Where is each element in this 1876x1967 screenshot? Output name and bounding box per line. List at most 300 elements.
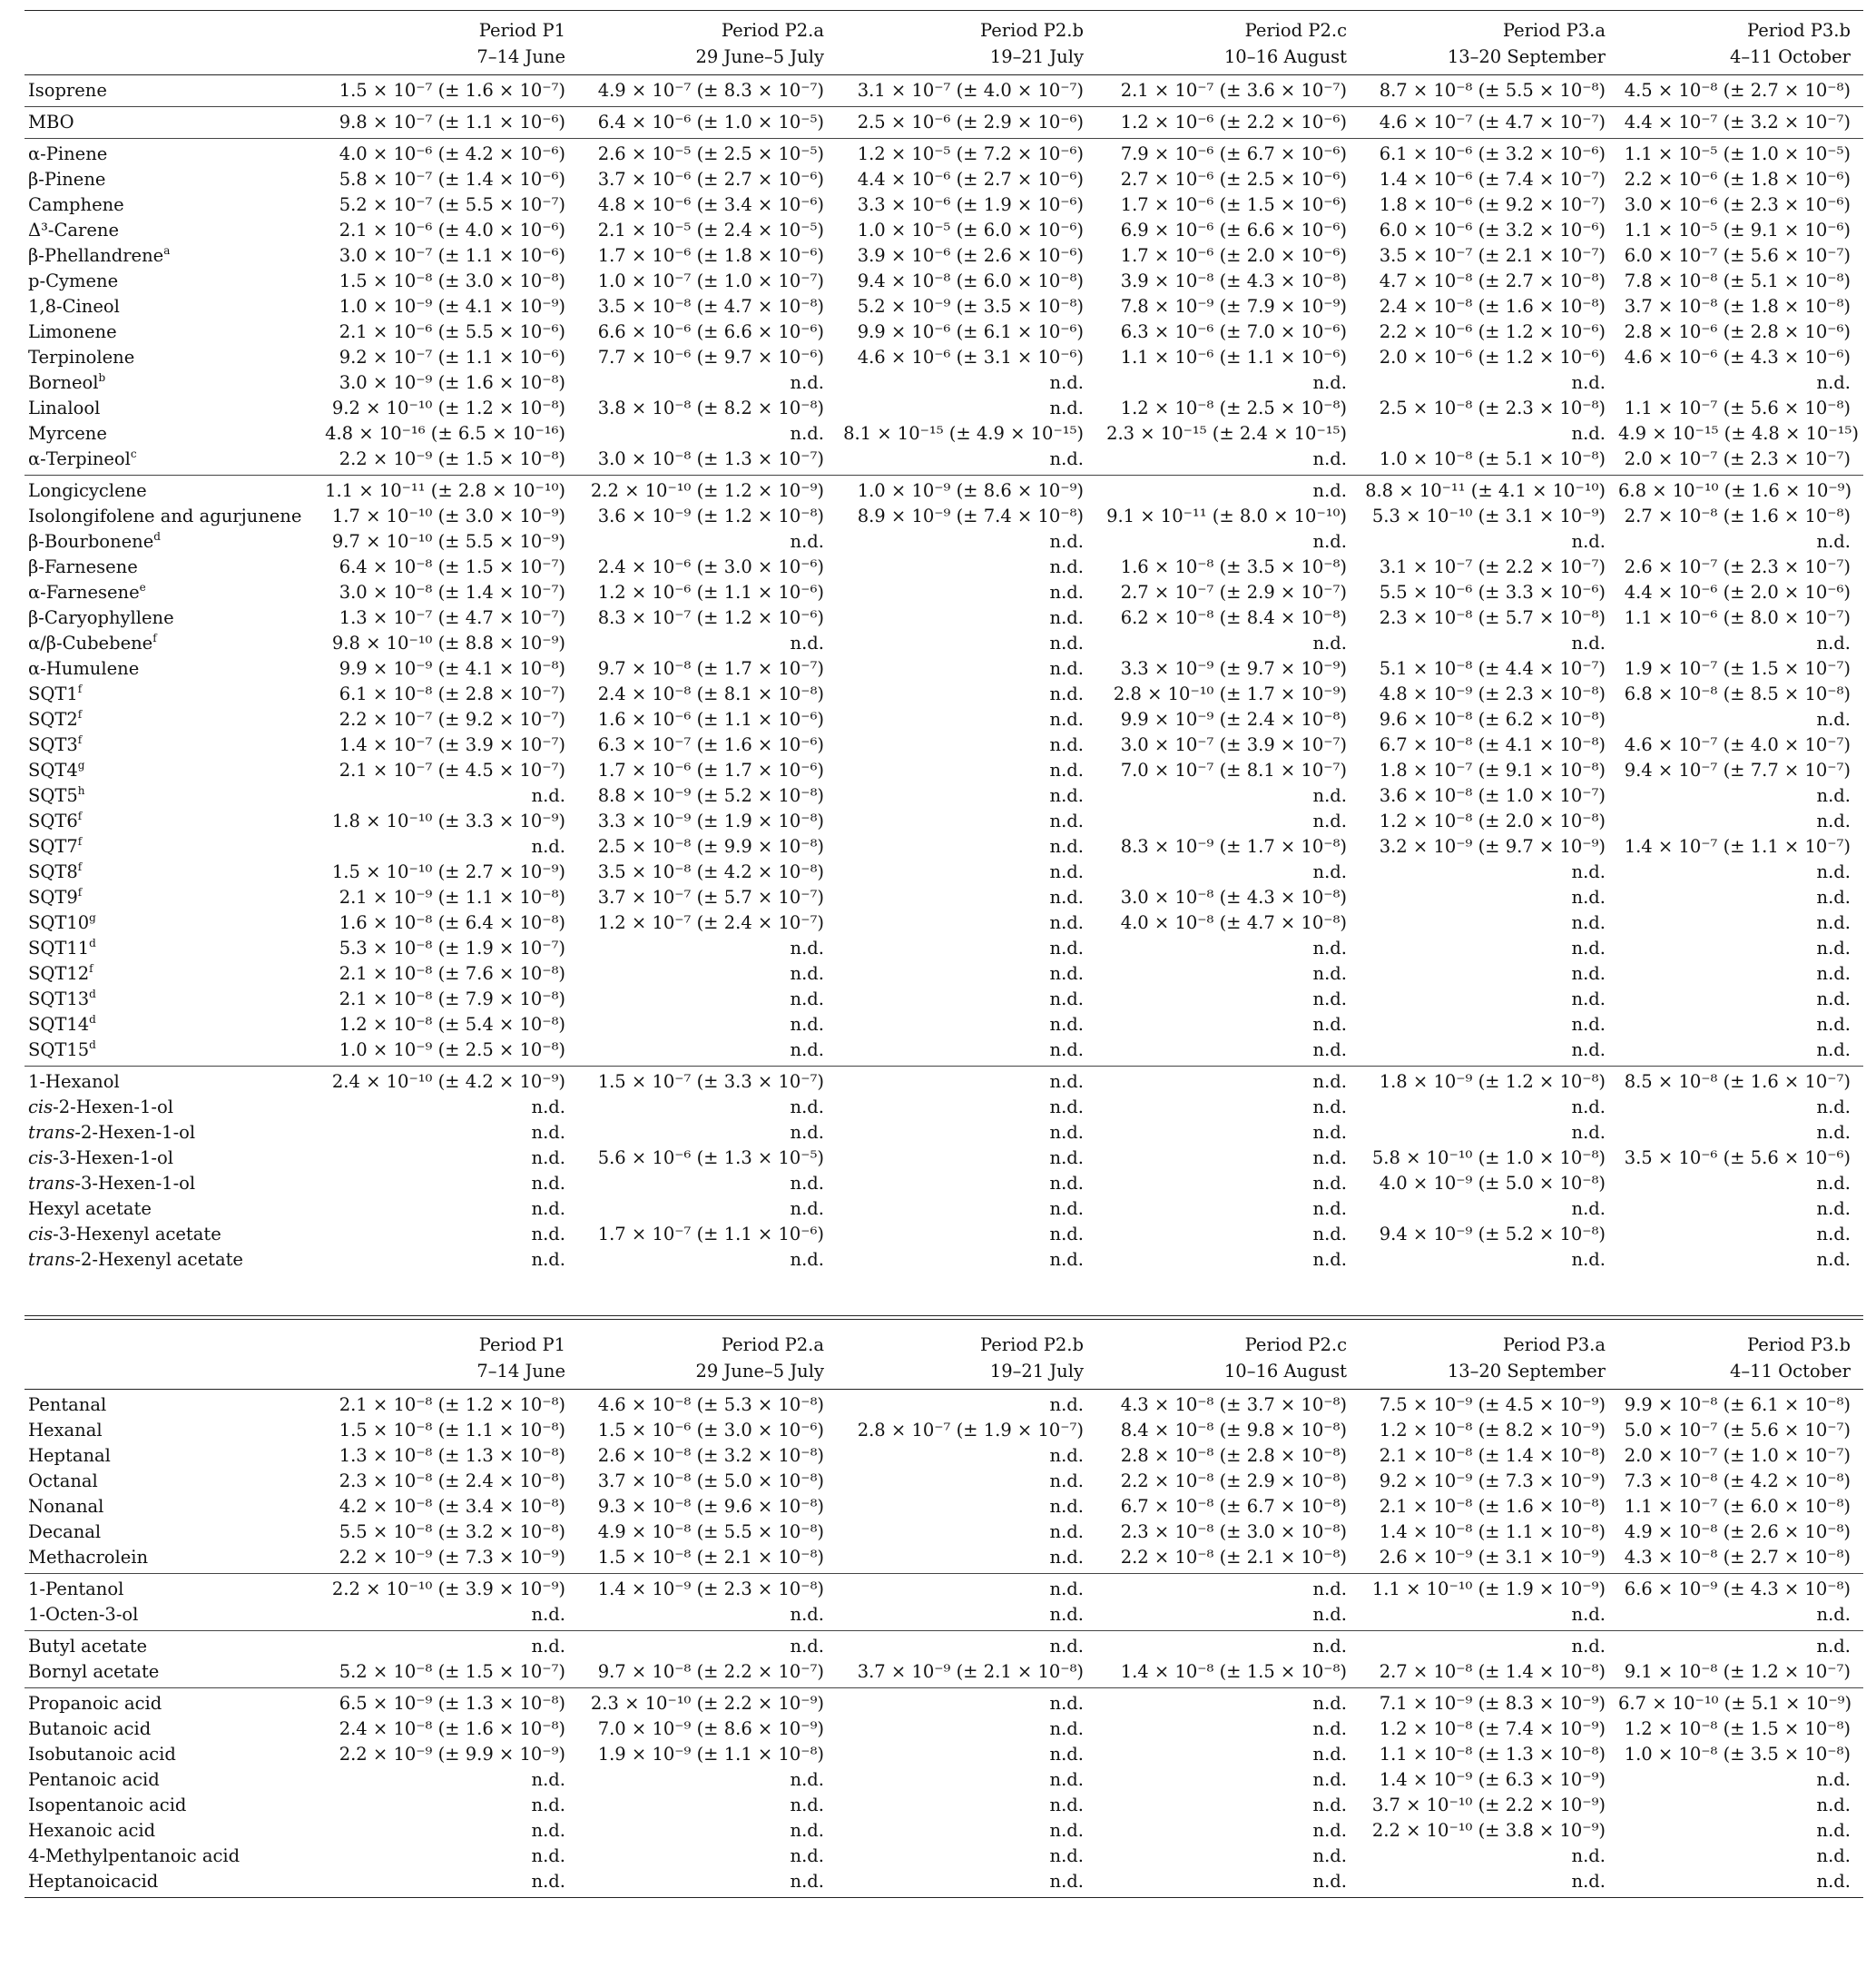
- value-cell: 6.2 × 10⁻⁸ (± 8.4 × 10⁻⁸): [1120, 607, 1347, 628]
- value-cell: n.d.: [790, 1014, 824, 1035]
- period-name: Period P2.a: [721, 1334, 824, 1355]
- value-cell: 9.4 × 10⁻⁹ (± 5.2 × 10⁻⁸): [1379, 1224, 1606, 1244]
- value-cell: 4.0 × 10⁻⁹ (± 5.0 × 10⁻⁸): [1379, 1173, 1606, 1194]
- compound-name: [25, 961, 297, 987]
- value-cell: n.d.: [1312, 1147, 1347, 1168]
- period-header: [1618, 1325, 1863, 1390]
- value-cell: 4.3 × 10⁻⁸ (± 3.7 × 10⁻⁸): [1120, 1394, 1347, 1415]
- value-cell: 2.6 × 10⁻⁵ (± 2.5 × 10⁻⁵): [597, 143, 824, 164]
- value-cell: n.d.: [1816, 633, 1851, 654]
- table-row: [25, 758, 1863, 783]
- table-row: [25, 1742, 1863, 1767]
- table-row: [25, 294, 1863, 320]
- value-cell: n.d.: [1049, 448, 1084, 469]
- compound-name: [25, 107, 297, 139]
- value-cell: 4.9 × 10⁻⁸ (± 2.6 × 10⁻⁸): [1624, 1521, 1851, 1542]
- value-cell: 1.7 × 10⁻⁶ (± 1.7 × 10⁻⁶): [597, 760, 824, 781]
- value-cell: n.d.: [790, 1039, 824, 1060]
- table-row: [25, 370, 1863, 396]
- compound-name: [25, 1631, 297, 1660]
- value-cell: 9.2 × 10⁻¹⁰ (± 1.2 × 10⁻⁸): [331, 398, 565, 418]
- compound-label: SQT13: [28, 988, 90, 1009]
- value-cell: 2.2 × 10⁻⁹ (± 7.3 × 10⁻⁹): [339, 1547, 565, 1568]
- value-cell: n.d.: [1049, 1071, 1084, 1092]
- value-cell: n.d.: [1312, 1820, 1347, 1841]
- value-cell: 1.2 × 10⁻⁶ (± 1.1 × 10⁻⁶): [597, 582, 824, 603]
- row-group: [25, 139, 1863, 476]
- value-cell: n.d.: [1571, 531, 1606, 552]
- value-cell: n.d.: [1312, 531, 1347, 552]
- table-row: [25, 1247, 1863, 1275]
- value-cell: 4.5 × 10⁻⁸ (± 2.7 × 10⁻⁸): [1624, 80, 1851, 101]
- table-row: [25, 961, 1863, 987]
- value-cell: n.d.: [790, 1173, 824, 1194]
- compound-name: [25, 885, 297, 910]
- value-cell: n.d.: [1571, 887, 1606, 908]
- compound-prefix: trans: [28, 1173, 75, 1194]
- value-cell: 3.5 × 10⁻⁸ (± 4.2 × 10⁻⁸): [597, 861, 824, 882]
- value-cell: 2.1 × 10⁻⁶ (± 5.5 × 10⁻⁶): [339, 321, 565, 342]
- value-cell: n.d.: [1816, 811, 1851, 831]
- row-group: [25, 476, 1863, 1067]
- value-cell: 1.6 × 10⁻⁶ (± 1.1 × 10⁻⁶): [597, 709, 824, 730]
- compound-name: [25, 192, 297, 218]
- compound-label: Terpinolene: [28, 347, 135, 368]
- value-cell: 2.7 × 10⁻⁸ (± 1.6 × 10⁻⁸): [1624, 506, 1851, 526]
- value-cell: 5.1 × 10⁻⁸ (± 4.4 × 10⁻⁷): [1379, 658, 1606, 679]
- value-cell: 2.1 × 10⁻⁶ (± 4.0 × 10⁻⁶): [339, 220, 565, 241]
- table-row: [25, 885, 1863, 910]
- value-cell: 8.9 × 10⁻⁹ (± 7.4 × 10⁻⁸): [857, 506, 1084, 526]
- compound-label: p-Cymene: [28, 270, 119, 291]
- period-name: Period P3.b: [1747, 1334, 1851, 1355]
- value-cell: 1.5 × 10⁻¹⁰ (± 2.7 × 10⁻⁹): [331, 861, 565, 882]
- value-cell: n.d.: [1312, 1122, 1347, 1143]
- value-cell: 2.6 × 10⁻⁸ (± 3.2 × 10⁻⁸): [597, 1445, 824, 1466]
- compound-label: MBO: [28, 112, 74, 133]
- value-cell: 2.2 × 10⁻⁷ (± 9.2 × 10⁻⁷): [339, 709, 565, 730]
- compound-label: SQT15: [28, 1039, 90, 1060]
- period-header: [578, 1325, 837, 1390]
- value-cell: 8.4 × 10⁻⁸ (± 9.8 × 10⁻⁸): [1120, 1420, 1347, 1441]
- value-cell: n.d.: [1571, 423, 1606, 444]
- period-header: [1618, 11, 1863, 75]
- value-cell: n.d.: [1312, 1604, 1347, 1625]
- compound-name: [25, 447, 297, 476]
- value-cell: 6.1 × 10⁻⁶ (± 3.2 × 10⁻⁶): [1379, 143, 1606, 164]
- value-cell: 6.0 × 10⁻⁷ (± 5.6 × 10⁻⁷): [1624, 245, 1851, 266]
- compound-name: [25, 834, 297, 860]
- compound-label: 4-Methylpentanoic acid: [28, 1845, 241, 1866]
- value-cell: n.d.: [1571, 861, 1606, 882]
- value-cell: n.d.: [1049, 531, 1084, 552]
- compound-label: Borneol: [28, 372, 99, 393]
- compound-label: Δ³-Carene: [28, 220, 119, 241]
- value-cell: 3.5 × 10⁻⁶ (± 5.6 × 10⁻⁶): [1624, 1147, 1851, 1168]
- value-cell: 2.1 × 10⁻⁸ (± 7.9 × 10⁻⁸): [339, 988, 565, 1009]
- compound-name: [25, 1038, 297, 1067]
- table-row: [25, 1222, 1863, 1247]
- table-row: [25, 1793, 1863, 1818]
- period-dates: 19–21 July: [989, 1361, 1084, 1382]
- compound-label: SQT9: [28, 887, 78, 908]
- value-cell: n.d.: [1049, 912, 1084, 933]
- value-cell: 2.6 × 10⁻⁹ (± 3.1 × 10⁻⁹): [1379, 1547, 1606, 1568]
- compound-name: [25, 1390, 297, 1419]
- compound-rest: -3-Hexen-1-ol: [74, 1173, 196, 1194]
- value-cell: n.d.: [1049, 1769, 1084, 1790]
- value-cell: n.d.: [1312, 372, 1347, 393]
- value-cell: n.d.: [1049, 1173, 1084, 1194]
- value-cell: 4.6 × 10⁻⁸ (± 5.3 × 10⁻⁸): [597, 1394, 824, 1415]
- value-cell: 3.0 × 10⁻⁷ (± 3.9 × 10⁻⁷): [1120, 734, 1347, 755]
- value-cell: 1.0 × 10⁻⁹ (± 4.1 × 10⁻⁹): [339, 296, 565, 317]
- value-cell: n.d.: [1816, 988, 1851, 1009]
- value-cell: n.d.: [1049, 785, 1084, 806]
- value-cell: 2.5 × 10⁻⁸ (± 9.9 × 10⁻⁸): [597, 836, 824, 857]
- compound-rest: -3-Hexen-1-ol: [53, 1147, 173, 1168]
- compound-label: SQT5: [28, 785, 78, 806]
- value-cell: 1.1 × 10⁻⁵ (± 9.1 × 10⁻⁶): [1624, 220, 1851, 241]
- table-row: [25, 243, 1863, 269]
- value-cell: n.d.: [1312, 1198, 1347, 1219]
- value-cell: 4.0 × 10⁻⁶ (± 4.2 × 10⁻⁶): [339, 143, 565, 164]
- table-row: [25, 707, 1863, 733]
- value-cell: n.d.: [1312, 1636, 1347, 1657]
- table-row: [25, 1631, 1863, 1660]
- compound-name: [25, 1469, 297, 1494]
- compound-name: [25, 860, 297, 885]
- value-cell: 6.3 × 10⁻⁶ (± 7.0 × 10⁻⁶): [1120, 321, 1347, 342]
- period-header: [297, 1325, 578, 1390]
- value-cell: n.d.: [1816, 785, 1851, 806]
- value-cell: n.d.: [1049, 1014, 1084, 1035]
- table-row: [25, 783, 1863, 809]
- value-cell: n.d.: [1049, 760, 1084, 781]
- compound-label: Linalool: [28, 398, 101, 418]
- value-cell: 4.9 × 10⁻⁷ (± 8.3 × 10⁻⁷): [597, 80, 824, 101]
- value-cell: 1.0 × 10⁻⁸ (± 5.1 × 10⁻⁸): [1379, 448, 1606, 469]
- table-row: [25, 1443, 1863, 1469]
- value-cell: 5.2 × 10⁻⁷ (± 5.5 × 10⁻⁷): [339, 194, 565, 215]
- value-cell: 2.2 × 10⁻⁸ (± 2.1 × 10⁻⁸): [1120, 1547, 1347, 1568]
- table-row: [25, 1688, 1863, 1717]
- table-row: [25, 733, 1863, 758]
- value-cell: 4.6 × 10⁻⁶ (± 4.3 × 10⁻⁶): [1624, 347, 1851, 368]
- value-cell: 1.1 × 10⁻⁶ (± 1.1 × 10⁻⁶): [1120, 347, 1347, 368]
- value-cell: 1.7 × 10⁻⁶ (± 1.8 × 10⁻⁶): [597, 245, 824, 266]
- compound-name: [25, 809, 297, 834]
- value-cell: 8.8 × 10⁻⁹ (± 5.2 × 10⁻⁸): [597, 785, 824, 806]
- footnote-marker: d: [89, 1012, 96, 1026]
- value-cell: n.d.: [1049, 633, 1084, 654]
- value-cell: 6.5 × 10⁻⁹ (± 1.3 × 10⁻⁸): [339, 1693, 565, 1714]
- value-cell: 2.4 × 10⁻⁸ (± 1.6 × 10⁻⁸): [1379, 296, 1606, 317]
- value-cell: 1.0 × 10⁻⁹ (± 2.5 × 10⁻⁸): [339, 1039, 565, 1060]
- value-cell: n.d.: [1049, 1097, 1084, 1117]
- value-cell: 2.1 × 10⁻⁷ (± 3.6 × 10⁻⁷): [1120, 80, 1347, 101]
- compound-label: SQT10: [28, 912, 90, 933]
- footnote-marker: f: [77, 834, 83, 848]
- compound-name: [25, 707, 297, 733]
- value-cell: 2.2 × 10⁻⁶ (± 1.8 × 10⁻⁶): [1624, 169, 1851, 190]
- footnote-marker: d: [89, 1038, 96, 1051]
- value-cell: 1.0 × 10⁻⁹ (± 8.6 × 10⁻⁹): [857, 480, 1084, 501]
- compound-name: [25, 631, 297, 656]
- compound-name: [25, 396, 297, 421]
- compound-name: [25, 139, 297, 168]
- value-cell: n.d.: [531, 1173, 565, 1194]
- value-cell: 1.4 × 10⁻⁸ (± 1.1 × 10⁻⁸): [1379, 1521, 1606, 1542]
- value-cell: 1.8 × 10⁻⁷ (± 9.1 × 10⁻⁸): [1379, 760, 1606, 781]
- value-cell: 4.4 × 10⁻⁶ (± 2.7 × 10⁻⁶): [857, 169, 1084, 190]
- period-name: Period P3.a: [1502, 1334, 1606, 1355]
- value-cell: 9.8 × 10⁻¹⁰ (± 8.8 × 10⁻⁹): [331, 633, 565, 654]
- compound-label: 1-Pentanol: [28, 1579, 124, 1599]
- value-cell: n.d.: [1049, 398, 1084, 418]
- value-cell: n.d.: [790, 1604, 824, 1625]
- value-cell: 1.1 × 10⁻⁶ (± 8.0 × 10⁻⁷): [1624, 607, 1851, 628]
- compound-label: Octanal: [28, 1470, 98, 1491]
- value-cell: 1.4 × 10⁻⁶ (± 7.4 × 10⁻⁷): [1379, 169, 1606, 190]
- row-group: [25, 75, 1863, 107]
- value-cell: 1.0 × 10⁻⁷ (± 1.0 × 10⁻⁷): [597, 270, 824, 291]
- period-header: [1096, 1325, 1360, 1390]
- value-cell: 5.2 × 10⁻⁹ (± 3.5 × 10⁻⁸): [857, 296, 1084, 317]
- value-cell: 2.0 × 10⁻⁶ (± 1.2 × 10⁻⁶): [1379, 347, 1606, 368]
- value-cell: 2.0 × 10⁻⁷ (± 1.0 × 10⁻⁷): [1624, 1445, 1851, 1466]
- compound-name: [25, 555, 297, 580]
- value-cell: n.d.: [790, 1249, 824, 1270]
- value-cell: n.d.: [1049, 1039, 1084, 1060]
- value-cell: 1.2 × 10⁻⁸ (± 8.2 × 10⁻⁹): [1379, 1420, 1606, 1441]
- value-cell: 1.8 × 10⁻⁶ (± 9.2 × 10⁻⁷): [1379, 194, 1606, 215]
- value-cell: 2.2 × 10⁻¹⁰ (± 3.8 × 10⁻⁹): [1371, 1820, 1606, 1841]
- table-row: [25, 834, 1863, 860]
- value-cell: 7.8 × 10⁻⁸ (± 5.1 × 10⁻⁸): [1624, 270, 1851, 291]
- table-row: [25, 1038, 1863, 1067]
- compound-label: Isoprene: [28, 80, 107, 101]
- value-cell: n.d.: [1816, 1636, 1851, 1657]
- compound-name: [25, 733, 297, 758]
- footnote-marker: f: [77, 885, 83, 899]
- compound-label: Isobutanoic acid: [28, 1744, 176, 1765]
- emissions-table-2: [25, 1325, 1863, 1898]
- compound-rest: -2-Hexen-1-ol: [53, 1097, 173, 1117]
- value-cell: 9.1 × 10⁻⁸ (± 1.2 × 10⁻⁷): [1624, 1661, 1851, 1682]
- value-cell: 1.5 × 10⁻⁸ (± 1.1 × 10⁻⁸): [339, 1420, 565, 1441]
- compound-label: Hexyl acetate: [28, 1198, 152, 1219]
- value-cell: n.d.: [1049, 1636, 1084, 1657]
- value-cell: 9.7 × 10⁻⁸ (± 2.2 × 10⁻⁷): [597, 1661, 824, 1682]
- value-cell: 2.7 × 10⁻⁸ (± 1.4 × 10⁻⁸): [1379, 1661, 1606, 1682]
- compound-prefix: cis: [28, 1097, 54, 1117]
- value-cell: 7.9 × 10⁻⁶ (± 6.7 × 10⁻⁶): [1120, 143, 1347, 164]
- compound-name: [25, 656, 297, 682]
- value-cell: 8.5 × 10⁻⁸ (± 1.6 × 10⁻⁷): [1624, 1071, 1851, 1092]
- compound-label: SQT4: [28, 760, 78, 781]
- value-cell: n.d.: [1312, 1249, 1347, 1270]
- value-cell: n.d.: [1312, 448, 1347, 469]
- value-cell: 3.2 × 10⁻⁹ (± 9.7 × 10⁻⁹): [1379, 836, 1606, 857]
- value-cell: 1.5 × 10⁻⁷ (± 3.3 × 10⁻⁷): [597, 1071, 824, 1092]
- compound-label: α-Pinene: [28, 143, 108, 164]
- table-row: [25, 167, 1863, 192]
- table-row: [25, 1146, 1863, 1171]
- value-cell: n.d.: [1571, 1604, 1606, 1625]
- value-cell: n.d.: [1049, 556, 1084, 577]
- value-cell: n.d.: [1312, 1579, 1347, 1599]
- table-row: [25, 910, 1863, 936]
- compound-name: [25, 1443, 297, 1469]
- compound-name: [25, 1869, 297, 1898]
- value-cell: n.d.: [1312, 480, 1347, 501]
- compound-label: SQT8: [28, 861, 78, 882]
- value-cell: n.d.: [790, 633, 824, 654]
- value-cell: 4.0 × 10⁻⁸ (± 4.7 × 10⁻⁸): [1120, 912, 1347, 933]
- value-cell: 2.1 × 10⁻⁹ (± 1.1 × 10⁻⁸): [339, 887, 565, 908]
- value-cell: 3.6 × 10⁻⁹ (± 1.2 × 10⁻⁸): [597, 506, 824, 526]
- value-cell: n.d.: [1049, 1579, 1084, 1599]
- value-cell: 7.0 × 10⁻⁹ (± 8.6 × 10⁻⁹): [597, 1718, 824, 1739]
- compound-label: Myrcene: [28, 423, 107, 444]
- value-cell: 4.8 × 10⁻⁶ (± 3.4 × 10⁻⁶): [597, 194, 824, 215]
- value-cell: n.d.: [531, 1097, 565, 1117]
- compound-label: SQT2: [28, 709, 78, 730]
- compound-name: [25, 294, 297, 320]
- table-2-header: [25, 1325, 1863, 1390]
- compound-name: [25, 1574, 297, 1603]
- value-cell: n.d.: [1049, 1496, 1084, 1517]
- value-cell: 1.4 × 10⁻⁸ (± 1.5 × 10⁻⁸): [1120, 1661, 1347, 1682]
- value-cell: 9.9 × 10⁻⁹ (± 2.4 × 10⁻⁸): [1120, 709, 1347, 730]
- table-row: [25, 605, 1863, 631]
- compound-name: [25, 370, 297, 396]
- value-cell: n.d.: [1816, 1224, 1851, 1244]
- value-cell: n.d.: [790, 1845, 824, 1866]
- value-cell: n.d.: [1816, 1604, 1851, 1625]
- value-cell: n.d.: [531, 1249, 565, 1270]
- value-cell: 2.3 × 10⁻⁸ (± 2.4 × 10⁻⁸): [339, 1470, 565, 1491]
- value-cell: 9.6 × 10⁻⁸ (± 6.2 × 10⁻⁸): [1379, 709, 1606, 730]
- value-cell: n.d.: [1571, 912, 1606, 933]
- value-cell: n.d.: [1049, 582, 1084, 603]
- value-cell: 1.2 × 10⁻⁸ (± 5.4 × 10⁻⁸): [339, 1014, 565, 1035]
- compound-name: [25, 167, 297, 192]
- compound-prefix: cis: [28, 1147, 54, 1168]
- footnote-marker: f: [77, 682, 83, 695]
- value-cell: 6.7 × 10⁻⁸ (± 6.7 × 10⁻⁸): [1120, 1496, 1347, 1517]
- value-cell: n.d.: [1049, 1744, 1084, 1765]
- value-cell: n.d.: [1049, 1871, 1084, 1892]
- value-cell: n.d.: [1312, 1224, 1347, 1244]
- value-cell: n.d.: [1312, 785, 1347, 806]
- value-cell: n.d.: [1312, 1173, 1347, 1194]
- row-group: [25, 1390, 1863, 1574]
- compound-label: Camphene: [28, 194, 124, 215]
- value-cell: 9.9 × 10⁻⁸ (± 6.1 × 10⁻⁸): [1624, 1394, 1851, 1415]
- table-row: [25, 555, 1863, 580]
- table-row: [25, 476, 1863, 505]
- value-cell: n.d.: [1312, 861, 1347, 882]
- value-cell: 6.0 × 10⁻⁶ (± 3.2 × 10⁻⁶): [1379, 220, 1606, 241]
- compound-name: [25, 1520, 297, 1545]
- value-cell: 4.2 × 10⁻⁸ (± 3.4 × 10⁻⁸): [339, 1496, 565, 1517]
- value-cell: n.d.: [1049, 1445, 1084, 1466]
- value-cell: 6.6 × 10⁻⁶ (± 6.6 × 10⁻⁶): [597, 321, 824, 342]
- value-cell: 1.5 × 10⁻⁷ (± 1.6 × 10⁻⁷): [339, 80, 565, 101]
- compound-label: β-Bourbonene: [28, 531, 154, 552]
- value-cell: n.d.: [790, 1871, 824, 1892]
- table-row: [25, 396, 1863, 421]
- period-dates: 13–20 September: [1447, 1361, 1606, 1382]
- value-cell: 3.7 × 10⁻⁶ (± 2.7 × 10⁻⁶): [597, 169, 824, 190]
- value-cell: n.d.: [1049, 1147, 1084, 1168]
- compound-label: SQT12: [28, 963, 90, 984]
- value-cell: n.d.: [790, 938, 824, 959]
- value-cell: n.d.: [1049, 1249, 1084, 1270]
- value-cell: n.d.: [1816, 1820, 1851, 1841]
- value-cell: 2.8 × 10⁻⁶ (± 2.8 × 10⁻⁶): [1624, 321, 1851, 342]
- value-cell: 3.8 × 10⁻⁸ (± 8.2 × 10⁻⁸): [597, 398, 824, 418]
- value-cell: n.d.: [1571, 988, 1606, 1009]
- table-row: [25, 1067, 1863, 1096]
- value-cell: n.d.: [1312, 1071, 1347, 1092]
- value-cell: n.d.: [1049, 1845, 1084, 1866]
- value-cell: n.d.: [1049, 1820, 1084, 1841]
- period-header: [1096, 11, 1360, 75]
- table-row: [25, 447, 1863, 476]
- value-cell: n.d.: [1312, 1039, 1347, 1060]
- value-cell: n.d.: [531, 1820, 565, 1841]
- value-cell: n.d.: [1312, 1097, 1347, 1117]
- emissions-table-1: [25, 10, 1863, 1275]
- compound-name: [25, 1793, 297, 1818]
- compound-name: [25, 1171, 297, 1196]
- value-cell: n.d.: [1816, 1122, 1851, 1143]
- compound-name: [25, 1545, 297, 1574]
- compound-label: Isopentanoic acid: [28, 1795, 187, 1815]
- value-cell: n.d.: [1049, 1693, 1084, 1714]
- value-cell: 1.1 × 10⁻⁵ (± 1.0 × 10⁻⁵): [1624, 143, 1851, 164]
- value-cell: 1.2 × 10⁻⁸ (± 2.0 × 10⁻⁸): [1379, 811, 1606, 831]
- compound-label: α-Humulene: [28, 658, 140, 679]
- compound-label: SQT1: [28, 684, 78, 704]
- value-cell: 6.9 × 10⁻⁶ (± 6.6 × 10⁻⁶): [1120, 220, 1347, 241]
- value-cell: 6.8 × 10⁻¹⁰ (± 1.6 × 10⁻⁹): [1618, 480, 1852, 501]
- value-cell: n.d.: [1571, 1198, 1606, 1219]
- value-cell: 6.1 × 10⁻⁸ (± 2.8 × 10⁻⁷): [339, 684, 565, 704]
- table-row: [25, 107, 1863, 139]
- value-cell: 3.0 × 10⁻⁸ (± 4.3 × 10⁻⁸): [1120, 887, 1347, 908]
- period-dates: 29 June–5 July: [695, 46, 824, 67]
- compound-name: [25, 758, 297, 783]
- value-cell: n.d.: [1571, 963, 1606, 984]
- table-row: [25, 1869, 1863, 1898]
- value-cell: n.d.: [1816, 1014, 1851, 1035]
- value-cell: 6.4 × 10⁻⁶ (± 1.0 × 10⁻⁵): [597, 112, 824, 133]
- period-name: Period P2.c: [1244, 1334, 1347, 1355]
- value-cell: 3.3 × 10⁻⁶ (± 1.9 × 10⁻⁶): [857, 194, 1084, 215]
- value-cell: n.d.: [1049, 1470, 1084, 1491]
- compound-label: Pentanal: [28, 1394, 107, 1415]
- compound-name: [25, 1247, 297, 1275]
- compound-name: [25, 1418, 297, 1443]
- value-cell: 1.5 × 10⁻⁸ (± 3.0 × 10⁻⁸): [339, 270, 565, 291]
- value-cell: n.d.: [1049, 658, 1084, 679]
- compound-name: [25, 1120, 297, 1146]
- compound-name: [25, 1095, 297, 1120]
